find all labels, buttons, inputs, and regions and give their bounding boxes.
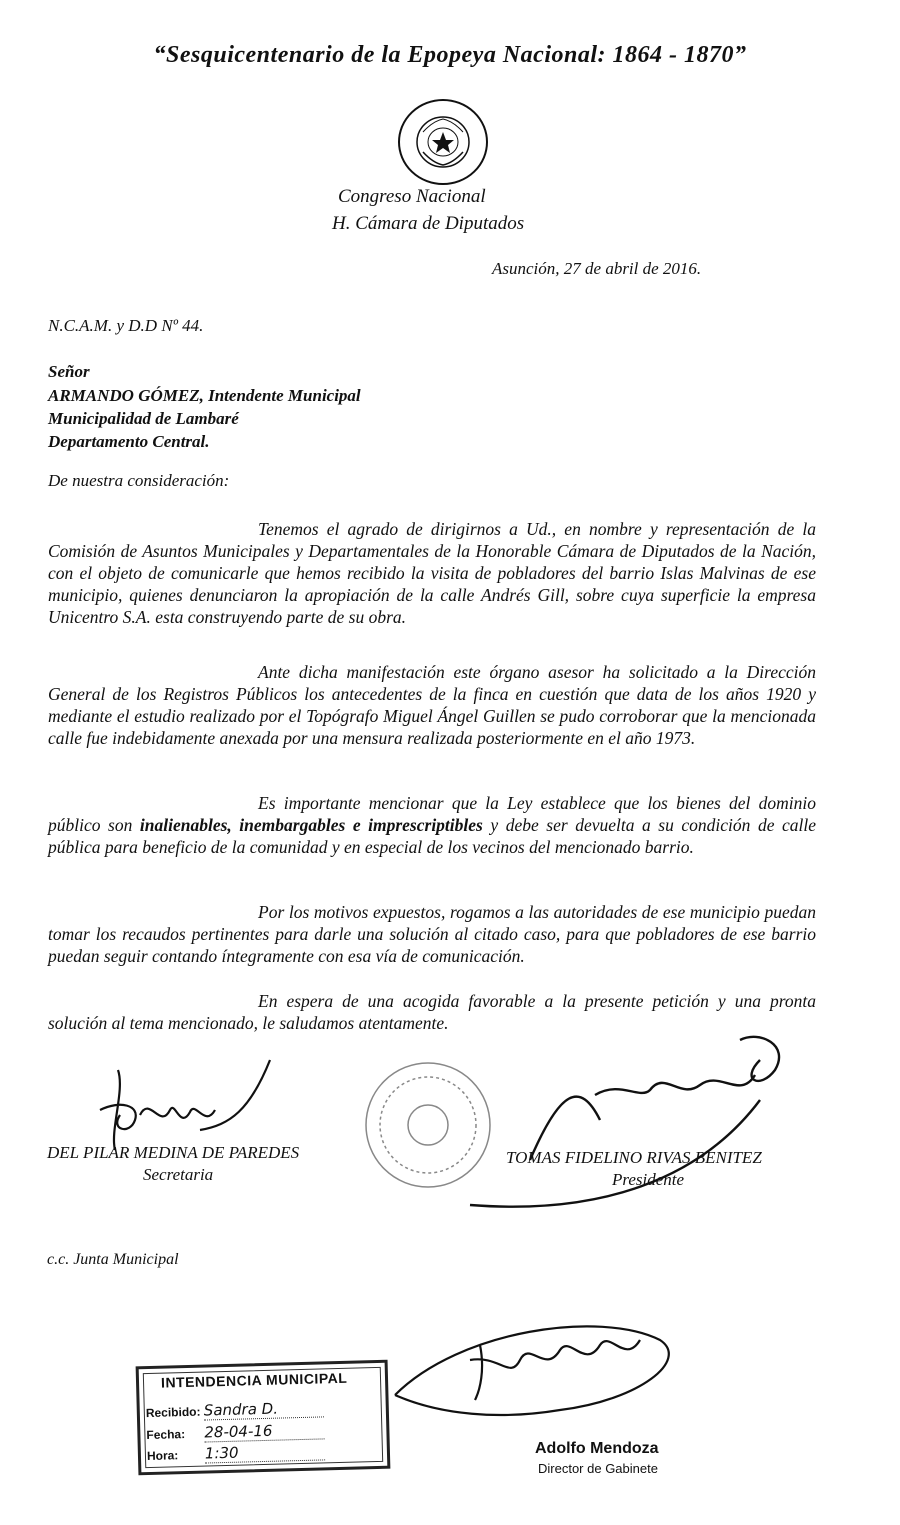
- addressee-name: ARMANDO GÓMEZ, Intendente Municipal: [48, 386, 361, 405]
- secretary-role: Secretaria: [143, 1165, 214, 1184]
- stamp-time-label: Hora:: [146, 1448, 179, 1464]
- addressee-organization: Municipalidad de Lambaré: [48, 409, 239, 428]
- body-paragraph-1: Tenemos el agrado de dirigirnos a Ud., en nombre y representación de la Comisión de Asuntos Municipales y Departamentales de la Honorable Cámara de Diputados de la Nación, con el objeto de comunicarle que hemos recibido la visita de pobladores del barrio Islas Malvinas de ese municipio, quienes denunciaron la apropiación de la calle Andrés Gill, sobre cuya superficie la empresa Unicentro S.A. esta construyendo parte de su obra.: [48, 519, 816, 627]
- body-paragraph-3-part-b: y debe ser devuelta a su condición de calle pública para beneficio de la comunidad y en especial de los vecinos del mencionado barrio.: [48, 815, 817, 857]
- institution-line-2: H. Cámara de Diputados: [332, 213, 525, 234]
- stamp-received-label: Recibido:: [145, 1404, 201, 1421]
- director-role: Director de Gabinete: [538, 1461, 658, 1476]
- body-paragraph-2: Ante dicha manifestación este órgano asesor ha solicitado a la Dirección General de los Registros Públicos los antecedentes de la finca en cuestión que data de los años 1920 y mediante el estudio realizado por el Topógrafo Miguel Ángel Guillen se pudo corroborar que la mencionada calle fue indebidamente anexada por una mensura realizada posteriormente en el año 1973.: [48, 662, 816, 748]
- president-role: Presidente: [612, 1170, 685, 1189]
- carbon-copy-line: c.c. Junta Municipal: [47, 1251, 179, 1268]
- stamp-received-value: Sandra D.: [204, 1398, 324, 1420]
- president-name: TOMAS FIDELINO RIVAS BENITEZ: [506, 1148, 762, 1167]
- secretary-signature: [100, 1060, 270, 1150]
- body-paragraph-5: En espera de una acogida favorable a la presente petición y una pronta solución al tema mencionado, le saludamos atentamente.: [48, 991, 816, 1033]
- institution-line-1: Congreso Nacional: [338, 186, 486, 207]
- stamp-title: INTENDENCIA MUNICIPAL: [160, 1369, 348, 1391]
- secretary-name: DEL PILAR MEDINA DE PAREDES: [47, 1143, 300, 1162]
- chamber-round-stamp: [366, 1063, 490, 1187]
- stamp-date-value: 28-04-16: [204, 1420, 324, 1442]
- body-paragraph-3-part-a: Es importante mencionar que la Ley establece que los bienes del dominio público son: [48, 793, 816, 835]
- addressee-department: Departamento Central.: [48, 432, 210, 451]
- stamp-date-label: Fecha:: [146, 1427, 186, 1443]
- director-signature: [395, 1326, 669, 1415]
- addressee-salutation: Señor: [48, 362, 90, 381]
- legal-terms-bold: inalienables, inembargables e imprescriptibles: [139, 815, 483, 835]
- motto-heading: “Sesquicentenario de la Epopeya Nacional: 1864 - 1870”: [153, 42, 747, 68]
- greeting: De nuestra consideración:: [48, 471, 230, 490]
- director-name: Adolfo Mendoza: [535, 1440, 659, 1457]
- body-paragraph-4: Por los motivos expuestos, rogamos a las autoridades de ese municipio puedan tomar los recaudos pertinentes para darle una solución al citado caso, para que pobladores de ese barrio puedan seguir contando íntegramente con esa vía de comunicación.: [48, 902, 816, 966]
- letter-date: Asunción, 27 de abril de 2016.: [492, 259, 702, 278]
- reference-number: N.C.A.M. y D.D Nº 44.: [48, 316, 204, 335]
- stamp-time-value: 1:30: [205, 1441, 325, 1463]
- body-paragraph-3: [48, 792, 816, 858]
- received-stamp: [136, 1360, 391, 1476]
- republic-seal-emblem: [393, 97, 493, 187]
